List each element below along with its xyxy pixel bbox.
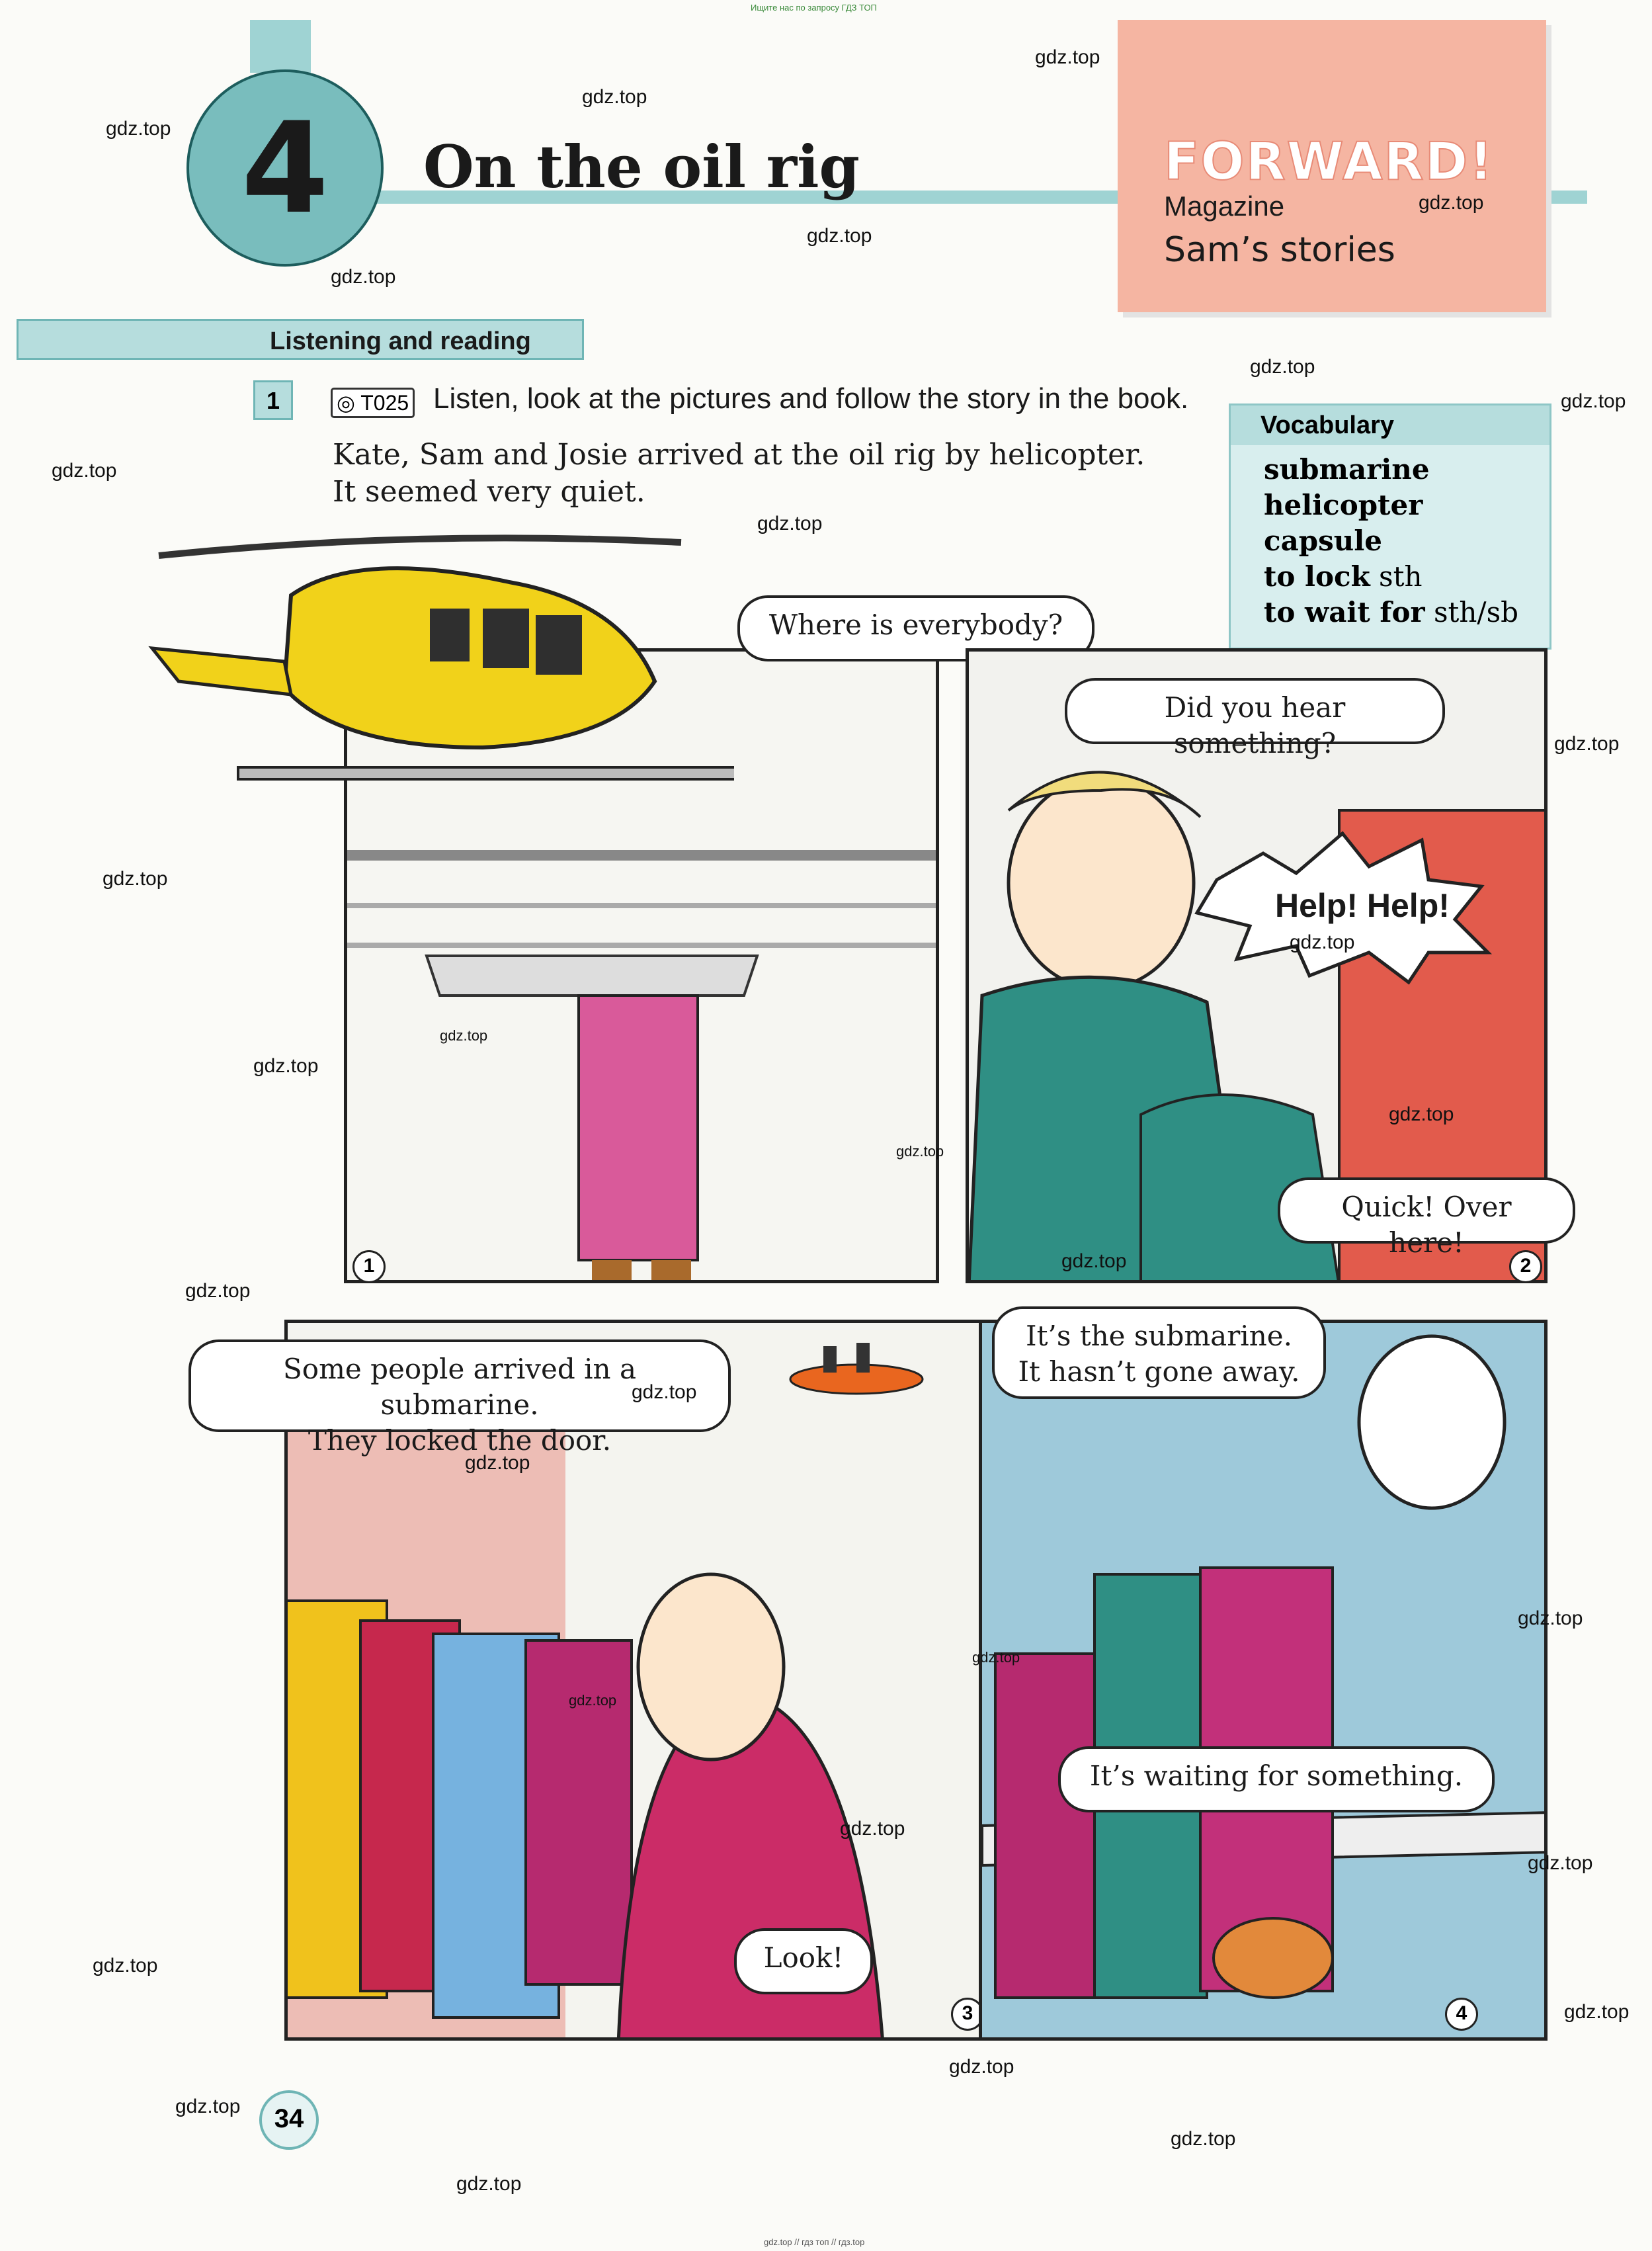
vocabulary-item: submarine — [1264, 453, 1430, 486]
watermark: gdz.top — [757, 513, 823, 534]
panel-number-4: 4 — [1445, 1998, 1478, 2031]
unit-number-badge: 4 — [186, 69, 384, 267]
watermark: gdz.top — [93, 1955, 158, 1976]
forward-magazine-banner — [1118, 20, 1546, 312]
help-shout-text: Help! Help! — [1275, 887, 1450, 924]
watermark: gdz.top — [896, 1143, 944, 1160]
watermark: gdz.top — [807, 225, 872, 247]
watermark: gdz.top — [175, 2096, 241, 2117]
watermark: gdz.top — [440, 1027, 488, 1044]
vocabulary-box — [1229, 403, 1551, 650]
watermark: gdz.top — [840, 1818, 905, 1840]
magazine-section: Sam’s stories — [1164, 230, 1395, 270]
watermark: gdz.top — [1528, 1852, 1593, 1874]
watermark: gdz.top — [972, 1649, 1020, 1666]
submarine-capsule — [784, 1336, 929, 1396]
vocabulary-list — [1231, 445, 1549, 630]
watermark: gdz.top — [1564, 2001, 1630, 2023]
bottom-note: gdz.top // гдз топ // гдз.top — [764, 2237, 865, 2247]
vocabulary-item: helicopter — [1264, 489, 1423, 521]
audio-track-label: ◎ T025 — [331, 388, 415, 418]
magazine-title: FORWARD! — [1164, 132, 1494, 192]
panel-4-art — [982, 1323, 1548, 2041]
watermark: gdz.top — [331, 266, 396, 288]
vocabulary-heading: Vocabulary — [1231, 405, 1549, 445]
watermark: gdz.top — [1061, 1250, 1127, 1272]
section-label: Listening and reading — [270, 327, 531, 355]
speech-bubble-submarine: It’s the submarine. It hasn’t gone away. — [992, 1306, 1326, 1399]
watermark: gdz.top — [185, 1280, 251, 1302]
vocabulary-item: capsule — [1264, 525, 1383, 557]
watermark: gdz.top — [1561, 390, 1626, 412]
top-note: Ищите нас по запросу ГДЗ ТОП — [751, 3, 877, 13]
watermark: gdz.top — [1419, 192, 1484, 214]
magazine-subtitle: Magazine — [1164, 191, 1285, 222]
section-bar — [17, 319, 584, 360]
exercise-instruction: Listen, look at the pictures and follow the story in the book. — [433, 382, 1189, 415]
speech-bubble-hear: Did you hear something? — [1065, 678, 1445, 744]
vocabulary-item: to lock sth — [1264, 560, 1423, 593]
watermark: gdz.top — [569, 1692, 617, 1709]
speech-bubble-look: Look! — [734, 1928, 873, 1994]
speech-bubble-where: Where is everybody? — [737, 595, 1094, 661]
panel-number-1: 1 — [352, 1250, 386, 1283]
watermark: gdz.top — [1171, 2128, 1236, 2150]
panel-number-3: 3 — [951, 1998, 984, 2031]
watermark: gdz.top — [1554, 733, 1620, 755]
watermark: gdz.top — [456, 2173, 522, 2195]
comic-panel-4 — [979, 1320, 1548, 2041]
speech-bubble-submarine-arrived: Some people arrived in a submarine. They locked the door. — [188, 1339, 731, 1432]
page-number: 34 — [259, 2090, 319, 2150]
watermark: gdz.top — [632, 1381, 697, 1403]
helicopter — [139, 523, 734, 800]
watermark: gdz.top — [1250, 356, 1315, 378]
watermark: gdz.top — [1389, 1103, 1454, 1125]
story-intro: Kate, Sam and Josie arrived at the oil rig by helicopter. It seemed very quiet. — [333, 438, 1145, 509]
speech-bubble-quick: Quick! Over here! — [1278, 1177, 1575, 1244]
watermark: gdz.top — [1035, 46, 1100, 68]
watermark: gdz.top — [582, 86, 647, 108]
vocabulary-item: to wait for sth/sb — [1264, 596, 1519, 628]
watermark: gdz.top — [1518, 1607, 1583, 1629]
panel-number-2: 2 — [1509, 1250, 1542, 1283]
watermark: gdz.top — [253, 1055, 319, 1077]
watermark: gdz.top — [106, 118, 171, 140]
watermark: gdz.top — [52, 460, 117, 482]
exercise-number: 1 — [253, 380, 293, 420]
speech-bubble-waiting: It’s waiting for something. — [1058, 1746, 1495, 1812]
watermark: gdz.top — [465, 1452, 530, 1474]
watermark: gdz.top — [103, 868, 168, 890]
watermark: gdz.top — [1290, 931, 1355, 953]
unit-title: On the oil rig — [423, 132, 860, 201]
header-teal-stripe-vertical — [250, 20, 311, 73]
watermark: gdz.top — [949, 2056, 1014, 2078]
